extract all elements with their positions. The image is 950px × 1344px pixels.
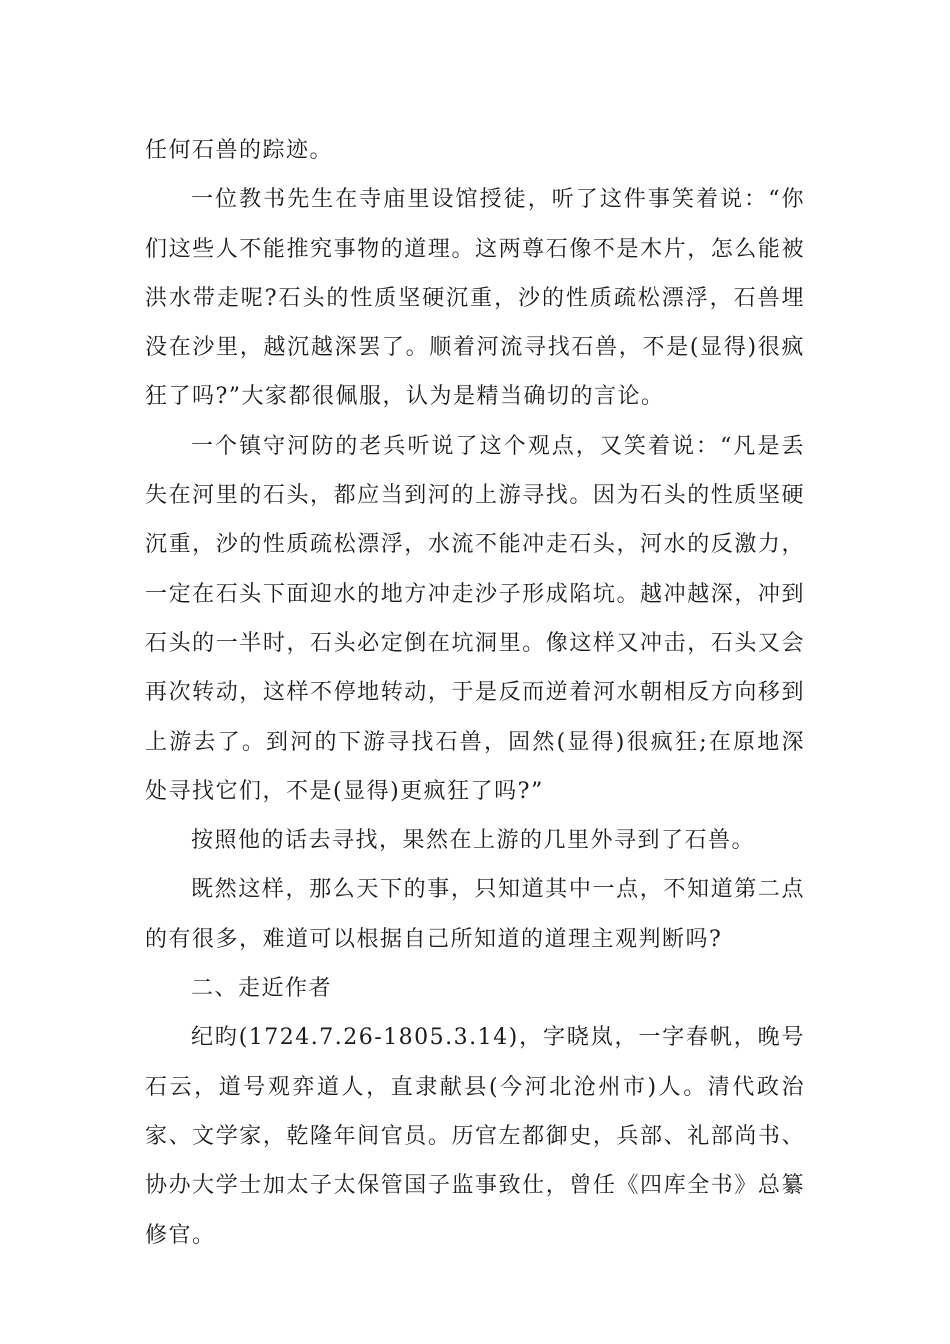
paragraph-author-bio: 纪昀(1724.7.26-1805.3.14)，字晓岚，一字春帆，晚号石云，道号观弈道人，直隶献县(今河北沧州市)人。清代政治家、文学家，乾隆年间官员。历官左都御史，兵部、礼部尚书、协办大学士加太子太保管国子监事致仕，曾任《四库全书》总纂修官。 <box>145 1025 805 1248</box>
document-body <box>145 126 805 1260</box>
paragraph-continuation: 任何石兽的踪迹。 <box>145 138 334 163</box>
section-heading-author: 二、走近作者 <box>191 976 333 1002</box>
paragraph-teacher: 一位教书先生在寺庙里设馆授徒，听了这件事笑着说：“你们这些人不能推究事物的道理。这两尊石像不是木片，怎么能被洪水带走呢?石头的性质坚硬沉重，沙的性质疏松漂浮，石兽埋没在沙里，越沉越深罢了。顺着河流寻找石兽，不是(显得)很疯狂了吗?”大家都很佩服，认为是精当确切的言论。 <box>145 187 805 410</box>
paragraph-found: 按照他的话去寻找，果然在上游的几里外寻到了石兽。 <box>191 828 756 854</box>
paragraph-old-soldier: 一个镇守河防的老兵听说了这个观点，又笑着说：“凡是丢失在河里的石头，都应当到河的上游寻找。因为石头的性质坚硬沉重，沙的性质疏松漂浮，水流不能冲走石头，河水的反激力，一定在石头下面迎水的地方冲走沙子形成陷坑。越冲越深，冲到石头的一半时，石头必定倒在坑洞里。像这样又冲击，石头又会再次转动，这样不停地转动，于是反而逆着河水朝相反方向移到上游去了。到河的下游寻找石兽，固然(显得)很疯狂;在原地深处寻找它们，不是(显得)更疯狂了吗?” <box>145 433 805 804</box>
paragraph-conclusion: 既然这样，那么天下的事，只知道其中一点，不知道第二点的有很多，难道可以根据自己所知道的道理主观判断吗? <box>145 877 805 952</box>
